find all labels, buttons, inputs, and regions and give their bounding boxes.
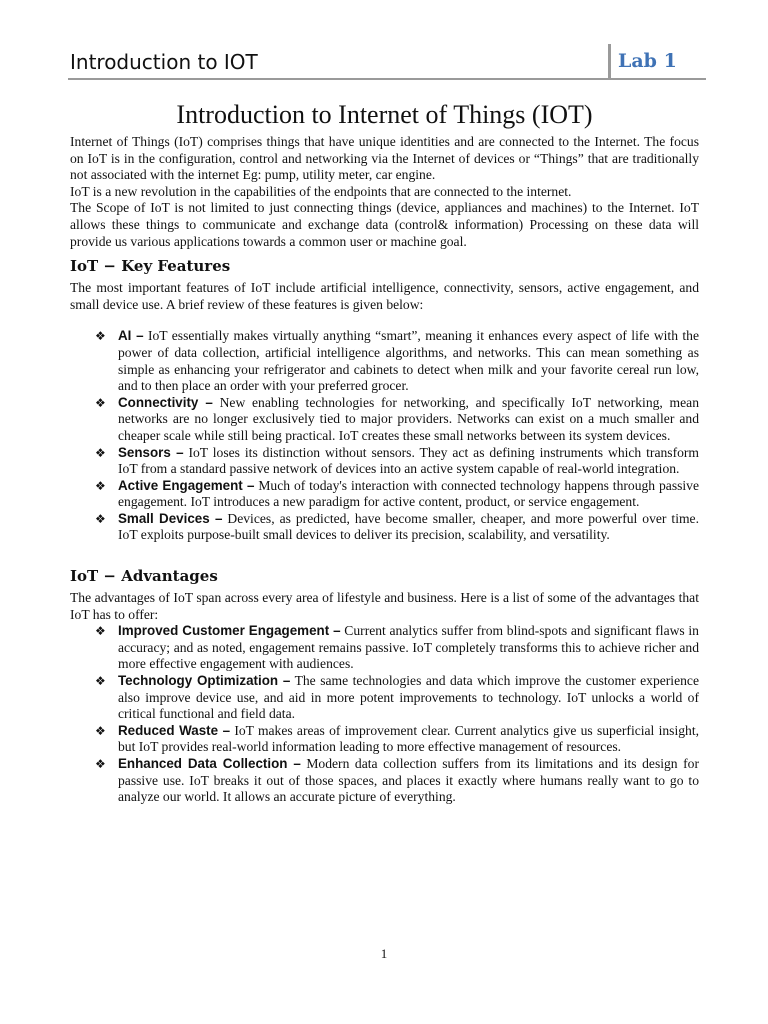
advantage-text: IoT makes areas of improvement clear. Current analytics give us superficial insight, but IoT provides real-world information leading to more effective management of resources. — [118, 722, 699, 755]
feature-term: Active Engagement – — [118, 477, 255, 493]
feature-term: AI – — [118, 328, 144, 344]
feature-term: Sensors – — [118, 444, 184, 460]
list-item — [95, 477, 700, 511]
feature-text: IoT loses its distinction without sensors. They act as defining instruments which transform IoT from a standard passive network of devices into an active system capable of real-world integration. — [118, 444, 700, 477]
intro-paragraph: The Scope of IoT is not limited to just connecting things (device, appliances and machines) to the Internet. IoT allows these things to communicate and exchange data (control& information) Processing on these data will provide us various applications towards a common user or machine goal. — [70, 200, 699, 249]
list-item — [95, 444, 700, 478]
list-item — [95, 510, 699, 544]
advantages-intro: The advantages of IoT span across every area of lifestyle and business. Here is a list of some of the advantages that IoT has to offer: — [70, 590, 699, 622]
header-lab-label: Lab 1 — [618, 50, 677, 72]
feature-term: Small Devices – — [118, 510, 223, 526]
feature-text: Much of today's interaction with connected technology happens through passive engagement. IoT introduces a new paradigm for active content, product, or service engagement. — [118, 477, 700, 510]
intro-paragraph: IoT is a new revolution in the capabilities of the endpoints that are connected to the internet. — [70, 183, 572, 199]
list-item — [95, 328, 700, 394]
advantage-term: Enhanced Data Collection – — [118, 756, 301, 771]
page-number: 1 — [380, 946, 388, 961]
diamond-bullet-icon: ❖ — [95, 674, 106, 689]
section-heading-advantages: IoT − Advantages — [70, 567, 218, 586]
list-item — [95, 394, 699, 445]
diamond-bullet-icon: ❖ — [95, 445, 106, 460]
key-features-list — [70, 328, 699, 544]
advantage-term: Improved Customer Engagement – — [118, 623, 341, 639]
section-heading-key-features: IoT − Key Features — [70, 257, 231, 276]
diamond-bullet-icon: ❖ — [95, 478, 106, 493]
key-features-intro: The most important features of IoT include artificial intelligence, connectivity, sensors, active engagement, and small device use. A brief review of these features is given below: — [70, 280, 699, 312]
advantage-term: Technology Optimization – — [118, 673, 291, 689]
feature-text: New enabling technologies for networking, and specifically IoT networking, mean networks are no longer exclusively tied to major providers. Networks can exist on a much smaller and cheaper scale while still being practical. IoT creates these small networks between its system devices. — [118, 394, 699, 443]
header-course-title: Introduction to IOT — [70, 50, 258, 74]
diamond-bullet-icon: ❖ — [95, 757, 106, 771]
page-header — [68, 44, 706, 80]
feature-text: IoT essentially makes virtually anything “smart”, meaning it enhances every aspect of life with the power of data collection, artificial intelligence algorithms, and networks. This can mean something as simple as enhancing your refrigerator and cabinets to detect when milk and your favorite cereal run low, and to then place an order with your preferred grocer. — [118, 328, 700, 394]
diamond-bullet-icon: ❖ — [95, 723, 106, 738]
list-item — [95, 722, 699, 756]
diamond-bullet-icon: ❖ — [95, 329, 106, 344]
intro-paragraph: Internet of Things (IoT) comprises things that have unique identities and are connected to the Internet. The focus on IoT is in the configuration, control and networking via the Internet of devices or “Things” that are traditionally not associated with the internet Eg: pump, utility meter, car engine. — [70, 134, 699, 183]
advantage-term: Reduced Waste – — [118, 722, 231, 738]
feature-text: Devices, as predicted, have become smaller, cheaper, and more powerful over time. IoT exploits purpose-built small devices to deliver its precision, scalability, and versatility. — [118, 510, 699, 543]
diamond-bullet-icon: ❖ — [95, 395, 106, 410]
diamond-bullet-icon: ❖ — [95, 511, 106, 526]
feature-term: Connectivity – — [118, 394, 213, 410]
advantage-text: Modern data collection suffers from its limitations and its design for passive use. IoT breaks it out of those spaces, and places it exactly where humans really want to go to analyze our world. It allows an accurate picture of everything. — [118, 756, 699, 805]
diamond-bullet-icon: ❖ — [95, 624, 106, 639]
advantages-list — [70, 623, 699, 806]
header-divider — [608, 44, 611, 78]
advantage-text: Current analytics suffer from blind-spots and significant flaws in accuracy; and as noted, engagement remains passive. IoT completely transforms this to achieve richer and more effective engagement with audiences. — [118, 623, 699, 672]
document-body — [70, 100, 699, 806]
advantage-text: The same technologies and data which improve the customer experience also improve device use, and aid in more potent improvements to technology. IoT unlocks a world of critical functional and field data. — [118, 673, 699, 722]
list-item — [95, 623, 699, 673]
list-item — [95, 673, 699, 723]
list-item — [95, 756, 699, 806]
page-title: Introduction to Internet of Things (IOT) — [176, 100, 593, 129]
